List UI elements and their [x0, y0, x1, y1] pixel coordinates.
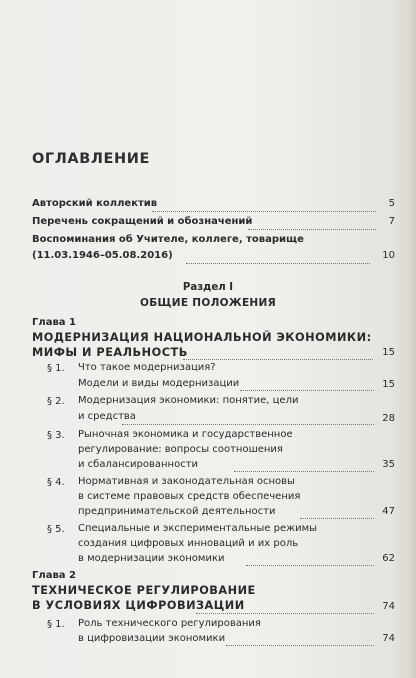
paragraph-title-line: в модернизации экономики	[78, 553, 225, 564]
dot-leader	[226, 644, 374, 646]
chapter-title-line2: В УСЛОВИЯХ ЦИФРОВИЗАЦИИ	[32, 599, 245, 612]
paragraph-title-line: и средства	[78, 411, 136, 422]
paragraph-title-line: Рыночная экономика и государственное	[78, 429, 293, 440]
page-number: 15	[382, 379, 395, 390]
paragraph-number: § 5.	[47, 524, 65, 535]
page-edge	[406, 0, 416, 678]
paragraph-title-line: регулирование: вопросы соотношения	[78, 444, 283, 455]
paragraph-title-line: Что такое модернизация?	[78, 362, 216, 373]
toc-entry-memoirs-line2: (11.03.1946–05.08.2016)	[32, 250, 173, 261]
paragraph-number: § 1.	[47, 619, 65, 630]
dot-leader	[186, 262, 370, 264]
page-number: 28	[382, 413, 395, 424]
toc-entry-authors: Авторский коллектив	[32, 198, 158, 209]
dot-leader	[300, 517, 374, 519]
dot-leader	[196, 612, 374, 614]
page-number: 10	[382, 250, 395, 261]
page-number: 5	[388, 198, 395, 209]
toc-entry-memoirs-line1: Воспоминания об Учителе, коллеге, товарище	[32, 234, 304, 245]
chapter-label: Глава 2	[32, 570, 76, 581]
page-number: 74	[382, 633, 395, 644]
dot-leader	[234, 470, 374, 472]
paragraph-title-line: Модели и виды модернизации	[78, 378, 240, 389]
paragraph-title-line: в цифровизации экономики	[78, 633, 226, 644]
section-title: ОБЩИЕ ПОЛОЖЕНИЯ	[139, 297, 276, 309]
dot-leader	[248, 228, 376, 230]
section-label: Раздел I	[182, 282, 234, 293]
dot-leader	[246, 564, 374, 566]
paragraph-title-line: в системе правовых средств обеспечения	[78, 491, 301, 502]
paragraph-title-line: создания цифровых инноваций и их роль	[78, 538, 299, 549]
page-number: 7	[388, 216, 395, 227]
paragraph-number: § 3.	[47, 430, 65, 441]
paragraph-number: § 4.	[47, 477, 65, 488]
chapter-title-line2: МИФЫ И РЕАЛЬНОСТЬ	[32, 346, 188, 359]
paragraph-title-line: и сбалансированности	[78, 459, 199, 470]
dot-leader	[152, 210, 376, 212]
paragraph-title-line: Специальные и экспериментальные режимы	[78, 523, 318, 534]
paragraph-title-line: предпринимательской деятельности	[78, 506, 276, 517]
paragraph-number: § 1.	[47, 363, 65, 374]
chapter-title-line1: ТЕХНИЧЕСКОЕ РЕГУЛИРОВАНИЕ	[32, 584, 256, 597]
dot-leader	[122, 423, 374, 425]
paragraph-title-line: Нормативная и законодательная основы	[78, 476, 295, 487]
paragraph-number: § 2.	[47, 396, 65, 407]
chapter-title-line1: МОДЕРНИЗАЦИЯ НАЦИОНАЛЬНОЙ ЭКОНОМИКИ:	[32, 331, 372, 344]
page-number: 62	[382, 553, 395, 564]
page-number: 35	[382, 459, 395, 470]
chapter-label: Глава 1	[32, 317, 76, 328]
page-number: 47	[382, 506, 395, 517]
toc-heading: ОГЛАВЛЕНИЕ	[32, 151, 151, 167]
page-number: 15	[382, 347, 395, 358]
paragraph-title-line: Модернизация экономики: понятие, цели	[78, 395, 299, 406]
toc-entry-abbreviations: Перечень сокращений и обозначений	[32, 216, 253, 227]
page-number: 74	[382, 601, 395, 612]
dot-leader	[240, 389, 374, 391]
paragraph-title-line: Роль технического регулирования	[78, 618, 261, 629]
